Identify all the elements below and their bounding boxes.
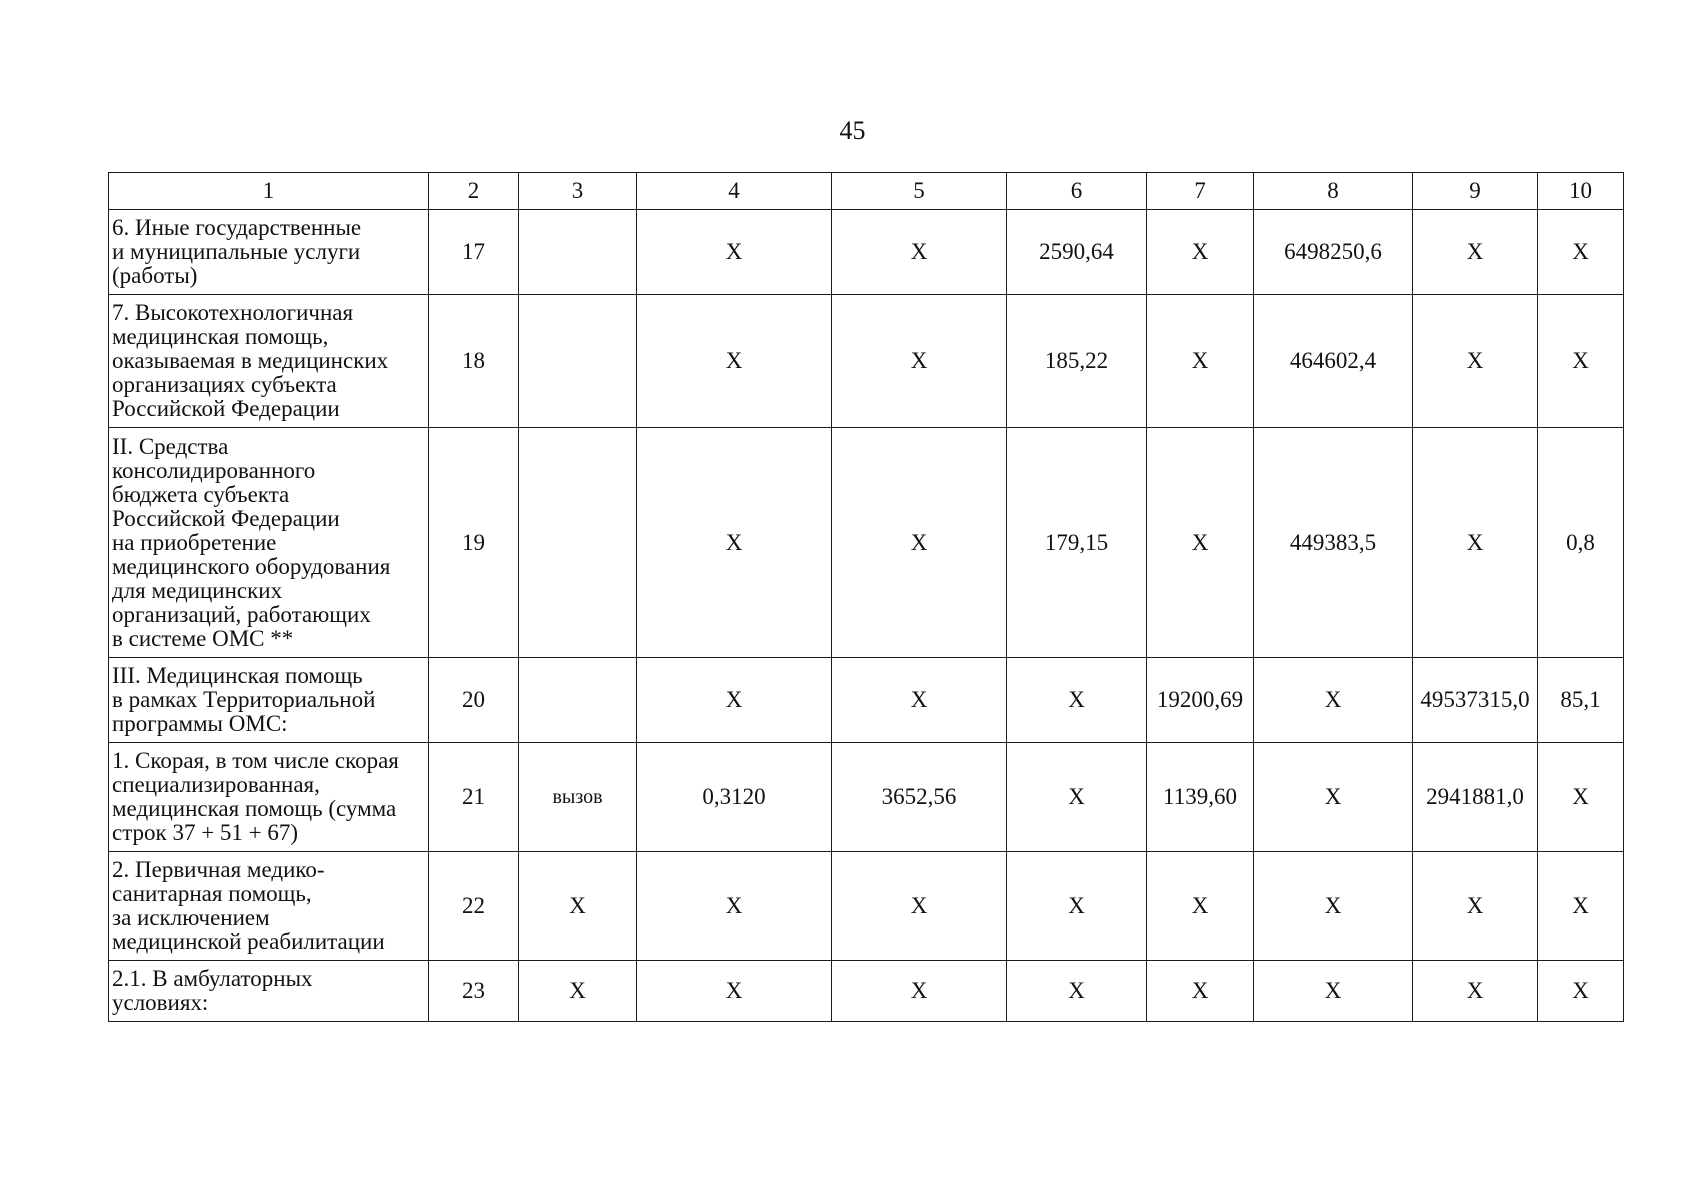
table-cell: X — [832, 295, 1007, 428]
row-label: III. Медицинская помощь в рамках Территориальной программы ОМС: — [109, 658, 429, 743]
table-row — [109, 743, 1624, 852]
table-cell: X — [832, 658, 1007, 743]
column-number: 10 — [1538, 173, 1624, 210]
table-cell: 6498250,6 — [1254, 210, 1413, 295]
data-table — [108, 172, 1624, 1022]
table-cell: X — [832, 428, 1007, 658]
table-cell: 464602,4 — [1254, 295, 1413, 428]
table-cell: X — [1147, 961, 1254, 1022]
table-cell: X — [1538, 961, 1624, 1022]
table-cell: X — [1254, 743, 1413, 852]
column-number: 8 — [1254, 173, 1413, 210]
table-cell — [519, 210, 637, 295]
table-cell: 85,1 — [1538, 658, 1624, 743]
row-label: 1. Скорая, в том числе скорая специализированная, медицинская помощь (сумма строк 37 + 51 + 67) — [109, 743, 429, 852]
column-number: 3 — [519, 173, 637, 210]
table-cell: X — [637, 658, 832, 743]
table-cell: 19200,69 — [1147, 658, 1254, 743]
row-label: 6. Иные государственные и муниципальные услуги (работы) — [109, 210, 429, 295]
table-row — [109, 295, 1624, 428]
table-cell: 20 — [429, 658, 519, 743]
table-cell: X — [1413, 428, 1538, 658]
table-cell: X — [832, 961, 1007, 1022]
table-row — [109, 210, 1624, 295]
table-cell: X — [1007, 961, 1147, 1022]
table-cell: X — [519, 852, 637, 961]
table-cell — [519, 428, 637, 658]
table-cell: 2941881,0 — [1413, 743, 1538, 852]
table-cell: X — [1538, 743, 1624, 852]
table-cell: X — [1147, 852, 1254, 961]
table-cell: X — [1413, 961, 1538, 1022]
table-row — [109, 852, 1624, 961]
table-cell: 2590,64 — [1007, 210, 1147, 295]
column-number: 9 — [1413, 173, 1538, 210]
table-cell: X — [1147, 295, 1254, 428]
column-number-row — [109, 173, 1624, 210]
table-cell: X — [832, 852, 1007, 961]
table-cell: X — [1413, 295, 1538, 428]
table-cell: X — [637, 210, 832, 295]
table-cell — [519, 658, 637, 743]
table-cell: X — [1007, 852, 1147, 961]
column-number: 1 — [109, 173, 429, 210]
table-cell: X — [1538, 295, 1624, 428]
table-cell: 185,22 — [1007, 295, 1147, 428]
table-cell: X — [832, 210, 1007, 295]
table-cell: X — [1254, 961, 1413, 1022]
column-number: 5 — [832, 173, 1007, 210]
table-cell: 49537315,0 — [1413, 658, 1538, 743]
table-cell: 0,8 — [1538, 428, 1624, 658]
row-label: 2. Первичная медико- санитарная помощь, за исключением медицинской реабилитации — [109, 852, 429, 961]
table-cell: 449383,5 — [1254, 428, 1413, 658]
table-cell: 22 — [429, 852, 519, 961]
column-number: 4 — [637, 173, 832, 210]
table-row — [109, 961, 1624, 1022]
table-cell — [519, 295, 637, 428]
table-cell: 1139,60 — [1147, 743, 1254, 852]
table-cell: X — [1413, 210, 1538, 295]
table-cell: X — [1254, 658, 1413, 743]
table-cell: 21 — [429, 743, 519, 852]
table-cell: X — [1538, 210, 1624, 295]
table-cell: X — [1147, 428, 1254, 658]
column-number: 7 — [1147, 173, 1254, 210]
table-cell: 18 — [429, 295, 519, 428]
table-cell: 0,3120 — [637, 743, 832, 852]
row-label: 2.1. В амбулаторных условиях: — [109, 961, 429, 1022]
row-label: II. Средства консолидированного бюджета субъекта Российской Федерации на приобретение медицинского оборудования для медицинских организаций, работающих в системе ОМС ** — [109, 428, 429, 658]
table-row — [109, 428, 1624, 658]
column-number: 6 — [1007, 173, 1147, 210]
table-cell: X — [519, 961, 637, 1022]
table-cell: X — [637, 428, 832, 658]
table-cell: X — [1007, 658, 1147, 743]
page-number: 45 — [839, 116, 866, 145]
table-cell: X — [1413, 852, 1538, 961]
table-cell: X — [637, 961, 832, 1022]
table-cell: X — [1007, 743, 1147, 852]
table-cell: 179,15 — [1007, 428, 1147, 658]
table-cell: 3652,56 — [832, 743, 1007, 852]
table-cell: X — [1254, 852, 1413, 961]
table-cell: 23 — [429, 961, 519, 1022]
row-label: 7. Высокотехнологичная медицинская помощь, оказываемая в медицинских организациях субъекта Российской Федерации — [109, 295, 429, 428]
table-cell: X — [1538, 852, 1624, 961]
table-cell: X — [1147, 210, 1254, 295]
table-cell: X — [637, 295, 832, 428]
table-cell: вызов — [519, 743, 637, 852]
table-cell: 17 — [429, 210, 519, 295]
column-number: 2 — [429, 173, 519, 210]
table-row — [109, 658, 1624, 743]
table-cell: X — [637, 852, 832, 961]
table-cell: 19 — [429, 428, 519, 658]
